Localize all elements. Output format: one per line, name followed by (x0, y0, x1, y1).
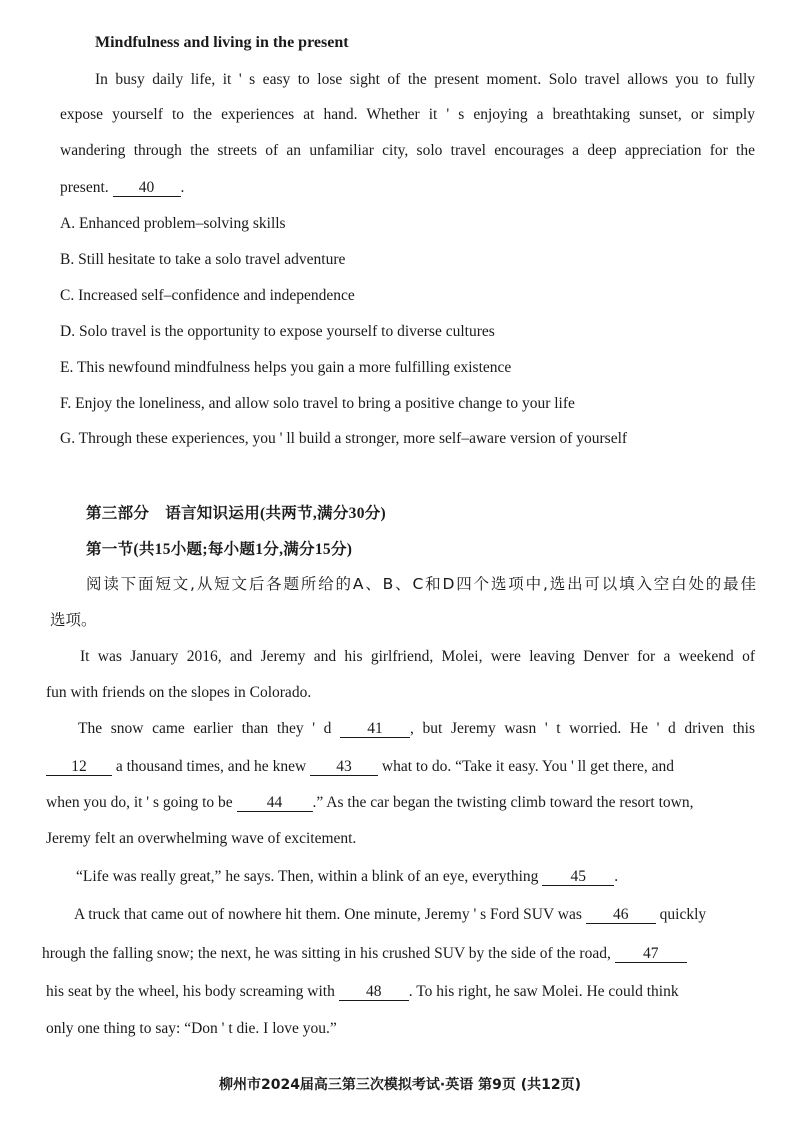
part3-label: 第三部分 (86, 505, 150, 522)
story-text: when you do, it ' s going to be (46, 794, 233, 811)
story-text: . To his right, he saw Molei. He could think (408, 983, 679, 1000)
story-text: , but Jeremy wasn ' t worried. He ' d driven this (410, 720, 755, 737)
option-e: E. This newfound mindfulness helps you gain a more fulfilling existence (60, 359, 512, 376)
option-g: G. Through these experiences, you ' ll build a stronger, more self–aware version of yourself (60, 430, 628, 447)
part3-title: 语言知识运用(共两节,满分30分) (165, 505, 387, 522)
passage-line: In busy daily life, it ' s easy to lose sight of the present moment. Solo travel allows you to fully (95, 71, 755, 88)
story-text: The snow came earlier than they ' d (78, 720, 332, 737)
blank-45: 45 (542, 869, 614, 886)
story-text: “Life was really great,” he says. Then, within a blink of an eye, everything (76, 868, 539, 885)
story-line (46, 758, 674, 776)
story-line (46, 983, 679, 1001)
passage-line: wandering through the streets of an unfamiliar city, solo travel encourages a deep appreciation for the (60, 142, 755, 159)
story-text: a thousand times, and he knew (115, 758, 307, 775)
story-text: his seat by the wheel, his body screaming with (46, 983, 335, 1000)
passage-text: . (180, 179, 185, 196)
blank-48: 48 (339, 984, 409, 1001)
blank-47: 47 (615, 946, 687, 963)
blank-43: 43 (310, 759, 378, 776)
story-line (46, 794, 693, 812)
section1-heading: 第一节(共15小题;每小题1分,满分15分) (86, 541, 353, 558)
story-line: only one thing to say: “Don ' t die. I love you.” (46, 1020, 337, 1037)
passage-line: expose yourself to the experiences at hand. Whether it ' s enjoying a breathtaking sunset, or simply (60, 106, 755, 123)
instruction-line: 阅读下面短文,从短文后各题所给的A、B、C和D四个选项中,选出可以填入空白处的最佳 (86, 575, 756, 593)
story-line: It was January 2016, and Jeremy and his girlfriend, Molei, were leaving Denver for a weekend of (80, 648, 755, 665)
blank-40: 40 (113, 180, 181, 197)
blank-44: 44 (237, 795, 313, 812)
option-a: A. Enhanced problem–solving skills (60, 215, 286, 232)
page-footer: 柳州市2024届高三第三次模拟考试·英语 第9页 (共12页) (218, 1077, 582, 1093)
part3-heading (86, 501, 386, 523)
option-d: D. Solo travel is the opportunity to expose yourself to diverse cultures (60, 323, 495, 340)
story-line (74, 906, 706, 924)
story-line: Jeremy felt an overwhelming wave of excitement. (46, 830, 357, 847)
story-text: .” As the car began the twisting climb toward the resort town, (312, 794, 694, 811)
story-text: . (614, 868, 619, 885)
option-b: B. Still hesitate to take a solo travel adventure (60, 251, 346, 268)
story-text: what to do. “Take it easy. You ' ll get there, and (381, 758, 675, 775)
option-c: C. Increased self–confidence and independence (60, 287, 355, 304)
blank-42: 12 (46, 759, 112, 776)
option-f: F. Enjoy the loneliness, and allow solo travel to bring a positive change to your life (60, 395, 575, 412)
passage-text: present. (60, 179, 109, 196)
story-text: quickly (659, 906, 707, 923)
story-line (42, 945, 687, 963)
story-text: A truck that came out of nowhere hit them. One minute, Jeremy ' s Ford SUV was (74, 906, 582, 923)
blank-41: 41 (340, 721, 410, 738)
story-line (78, 720, 755, 738)
story-line (76, 868, 618, 886)
passage-line (60, 179, 184, 197)
instruction-line: 选项。 (50, 611, 97, 629)
section-title: Mindfulness and living in the present (95, 34, 349, 51)
blank-46: 46 (586, 907, 656, 924)
story-line: fun with friends on the slopes in Colorado. (46, 684, 312, 701)
story-text: hrough the falling snow; the next, he was sitting in his crushed SUV by the side of the road, (42, 945, 611, 962)
